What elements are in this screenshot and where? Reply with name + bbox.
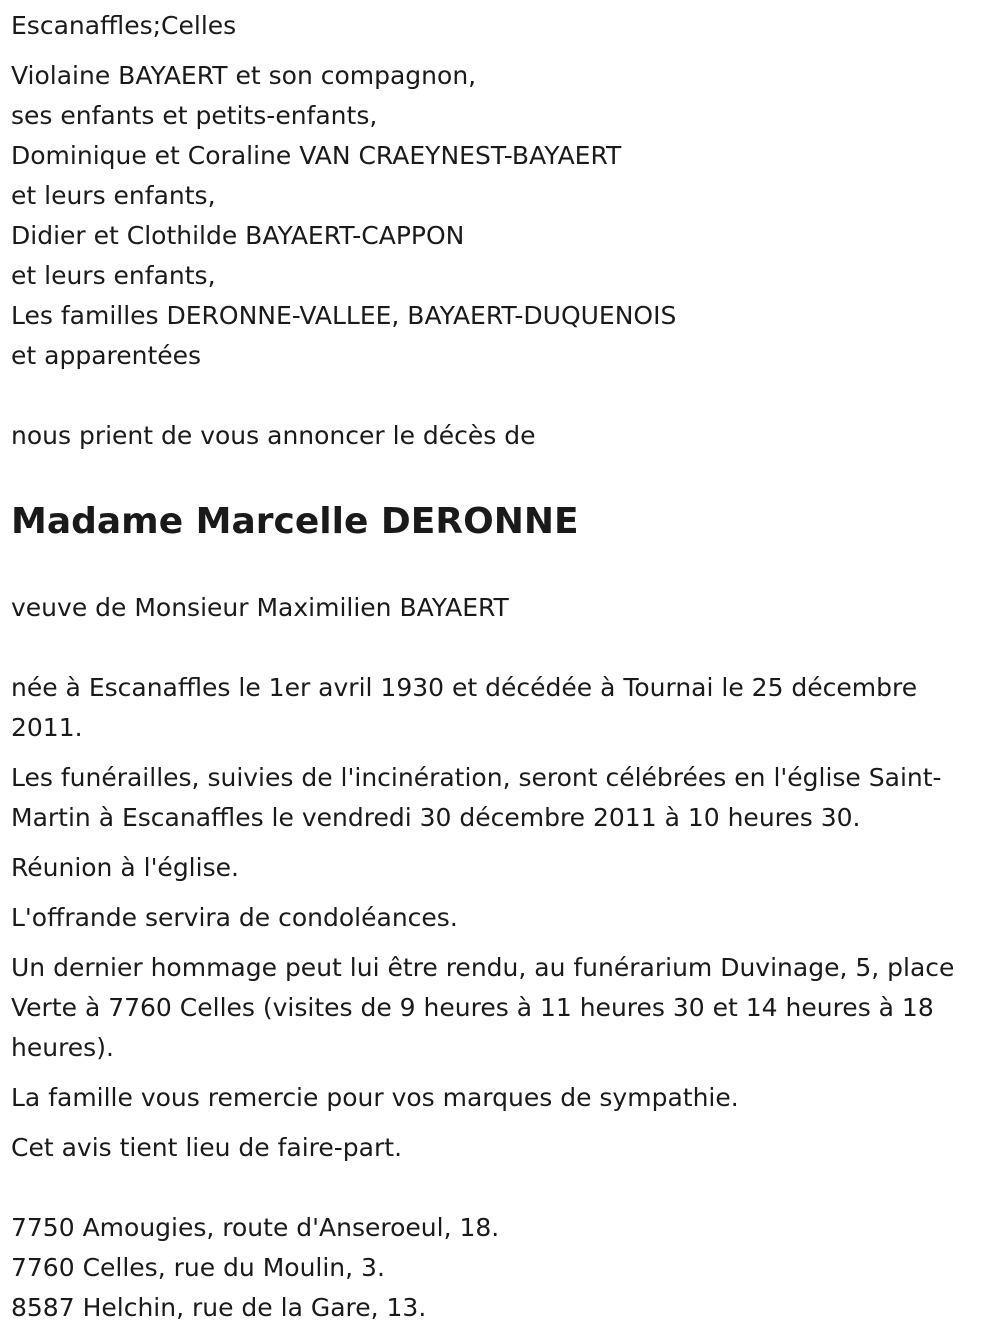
address-line: 7760 Celles, rue du Moulin, 3. xyxy=(11,1253,385,1282)
address-line: 7750 Amougies, route d'Anseroeul, 18. xyxy=(11,1213,500,1242)
obituary-notice xyxy=(11,6,989,1328)
address-list xyxy=(11,1208,989,1328)
widow-of-text: veuve de Monsieur Maximilien BAYAERT xyxy=(11,593,509,622)
locations-header: Escanaffles;Celles xyxy=(11,11,237,40)
family-line: et leurs enfants, xyxy=(11,261,216,290)
family-line: Les familles DERONNE-VALLEE, BAYAERT-DUQUENOIS xyxy=(11,301,677,330)
funeral-details: Les funérailles, suivies de l'incinération, seront célébrées en l'église Saint-Martin à Escanaffles le vendredi 30 décembre 2011 à 10 heures 30. xyxy=(11,763,942,832)
family-line: Didier et Clothilde BAYAERT-CAPPON xyxy=(11,221,465,250)
announcement-text: nous prient de vous annoncer le décès de xyxy=(11,421,536,450)
family-line: et apparentées xyxy=(11,341,202,370)
meeting-place: Réunion à l'église. xyxy=(11,853,239,882)
family-line: Violaine BAYAERT et son compagnon, xyxy=(11,61,477,90)
notice-note: Cet avis tient lieu de faire-part. xyxy=(11,1133,403,1162)
family-list xyxy=(11,56,989,376)
family-line: Dominique et Coraline VAN CRAEYNEST-BAYAERT xyxy=(11,141,622,170)
family-line: et leurs enfants, xyxy=(11,181,216,210)
family-line: ses enfants et petits-enfants, xyxy=(11,101,378,130)
address-line: 8587 Helchin, rue de la Gare, 13. xyxy=(11,1293,427,1322)
offering-note: L'offrande servira de condoléances. xyxy=(11,903,458,932)
birth-death-text: née à Escanaffles le 1er avril 1930 et décédée à Tournai le 25 décembre 2011. xyxy=(11,673,918,742)
visitation-details: Un dernier hommage peut lui être rendu, au funérarium Duvinage, 5, place Verte à 7760 Celles (visites de 9 heures à 11 heures 30 et 14 heures à 18 heures). xyxy=(11,953,955,1062)
deceased-name: Madame Marcelle DERONNE xyxy=(11,501,579,542)
thanks-note: La famille vous remercie pour vos marques de sympathie. xyxy=(11,1083,739,1112)
